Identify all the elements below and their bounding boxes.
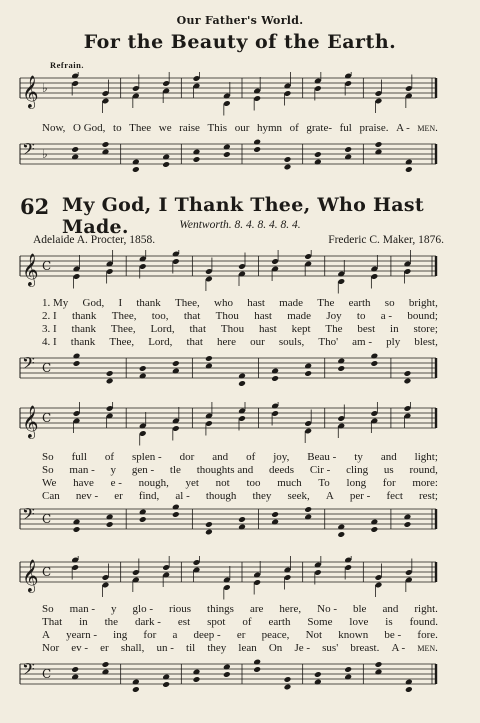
note-head-icon xyxy=(172,360,180,367)
lyric-syllable: er xyxy=(236,629,246,641)
lyric-syllable: blest, xyxy=(414,336,438,348)
lyric-syllable: in xyxy=(390,323,399,335)
note-head-icon xyxy=(162,681,170,688)
lyric-syllable: made xyxy=(287,310,312,322)
note-head-icon xyxy=(253,666,261,673)
lyric-syllable: round, xyxy=(409,464,438,476)
lyric-line xyxy=(42,323,438,336)
treble-clef-icon: 𝄞 xyxy=(22,559,39,592)
lyric-syllable: per - xyxy=(349,490,371,502)
lyric-syllable: things xyxy=(207,603,234,615)
common-time-icon: C xyxy=(42,512,52,526)
lyric-syllable: thank xyxy=(71,323,96,335)
lyric-syllable: man - xyxy=(69,464,95,476)
lyric-syllable: hast xyxy=(258,323,277,335)
bass-clef-icon: 𝄢 xyxy=(22,659,35,683)
lyric-syllable: est xyxy=(177,616,191,628)
note-head-icon xyxy=(193,156,201,163)
lyric-syllable: so xyxy=(384,297,395,309)
lyric-syllable: seek, xyxy=(287,490,310,502)
lyric-syllable: right. xyxy=(414,603,438,615)
lyric-syllable: ing xyxy=(113,629,128,641)
note-head-icon xyxy=(106,378,114,385)
note-head-icon xyxy=(238,380,246,387)
note-head-icon xyxy=(106,521,114,528)
lyric-syllable: No - xyxy=(317,603,337,615)
lyric-line xyxy=(42,122,438,135)
lyric-line xyxy=(42,477,438,490)
lyric-syllable: breast. xyxy=(350,642,380,654)
lyric-syllable: deeds xyxy=(269,464,295,476)
lyric-syllable: O God, xyxy=(73,122,106,134)
lyric-syllable: Lord, xyxy=(148,336,173,348)
lyric-syllable: 2. I xyxy=(42,310,57,322)
lyric-syllable: til xyxy=(186,642,196,654)
lyric-syllable: be - xyxy=(384,629,402,641)
lyric-syllable: Nor xyxy=(42,642,60,654)
lyric-syllable: of xyxy=(289,122,299,134)
note-head-icon xyxy=(71,666,79,673)
lyric-line xyxy=(42,336,438,349)
system-1-bass-staff xyxy=(0,352,480,392)
lyric-syllable: hast xyxy=(254,310,272,322)
composer-credit: Frederic C. Maker, 1876. xyxy=(328,234,444,246)
lyric-syllable: Beau - xyxy=(307,451,337,463)
lyric-syllable: a - xyxy=(380,310,393,322)
note-head-icon xyxy=(404,378,412,385)
lyric-syllable: though xyxy=(205,490,237,502)
lyric-syllable: raise xyxy=(179,122,200,134)
bass-clef-icon: 𝄢 xyxy=(22,353,35,377)
lyric-syllable: for xyxy=(382,477,396,489)
note-head-icon xyxy=(344,146,352,153)
lyric-syllable: Some xyxy=(307,616,333,628)
note-head-icon xyxy=(139,516,147,523)
lyric-syllable: ble xyxy=(353,603,367,615)
treble-clef-icon: 𝄞 xyxy=(22,75,39,108)
lyric-syllable: On xyxy=(268,642,283,654)
treble-clef-icon: 𝄞 xyxy=(22,253,39,286)
lyric-syllable: Not xyxy=(305,629,323,641)
lyric-syllable: joy, xyxy=(273,451,290,463)
lyric-syllable: thank xyxy=(70,336,96,348)
note-head-icon xyxy=(73,360,81,367)
lyric-syllable: Thee, xyxy=(109,336,135,348)
lyric-syllable: So xyxy=(42,451,54,463)
lyric-syllable: we xyxy=(158,122,172,134)
refrain-treble-staff xyxy=(0,72,480,122)
lyric-syllable: fore. xyxy=(417,629,438,641)
lyric-line xyxy=(42,297,438,310)
lyric-syllable: praise. xyxy=(359,122,389,134)
refrain-hymn-title: For the Beauty of the Earth. xyxy=(83,31,397,53)
lyric-syllable: they xyxy=(207,642,227,654)
note-head-icon xyxy=(193,676,201,683)
lyric-syllable: er xyxy=(114,490,123,502)
hymn-title: My God, I Thank Thee, Who Hast Made. xyxy=(62,194,424,238)
lyric-syllable: long xyxy=(346,477,367,489)
lyric-syllable: earth xyxy=(268,616,291,628)
note-head-icon xyxy=(314,671,322,678)
lyric-line xyxy=(42,490,438,503)
note-head-icon xyxy=(284,156,292,163)
note-head-icon xyxy=(132,686,140,693)
lyric-line xyxy=(42,629,438,642)
lyric-line xyxy=(42,464,438,477)
lyric-syllable: bright, xyxy=(408,297,438,309)
note-head-icon xyxy=(404,521,412,528)
lyric-syllable: Thee, xyxy=(111,310,137,322)
treble-clef-icon: 𝄞 xyxy=(22,405,39,438)
lyric-syllable: shall, xyxy=(120,642,145,654)
lyric-syllable: y xyxy=(110,464,117,476)
lyric-syllable: found. xyxy=(409,616,438,628)
lyric-line xyxy=(42,642,438,655)
note-head-icon xyxy=(375,661,383,668)
note-head-icon xyxy=(162,161,170,168)
note-head-icon xyxy=(223,671,231,678)
common-time-icon: C xyxy=(42,411,52,425)
lyric-syllable: 1. My xyxy=(42,297,69,309)
lyric-syllable: Can xyxy=(42,490,60,502)
tune-meter: Wentworth. 8. 4. 8. 4. 8. 4. xyxy=(179,219,301,231)
lyric-syllable: is xyxy=(385,616,393,628)
lyric-syllable: here, xyxy=(279,603,302,615)
lyric-syllable: tle xyxy=(169,464,181,476)
common-time-icon: C xyxy=(42,667,52,681)
hymn-number: 62 xyxy=(20,194,50,219)
lyric-syllable: are xyxy=(249,603,264,615)
note-head-icon xyxy=(337,531,345,538)
system-2-lyrics xyxy=(42,451,438,503)
lyric-syllable: Lord, xyxy=(150,323,175,335)
lyric-syllable: known xyxy=(338,629,369,641)
lyric-syllable: bound; xyxy=(407,310,438,322)
note-head-icon xyxy=(370,526,378,533)
note-head-icon xyxy=(139,365,147,372)
note-head-icon xyxy=(253,146,261,153)
lyric-syllable: who xyxy=(214,297,233,309)
system-1-treble-staff xyxy=(0,250,480,296)
lyric-syllable: I xyxy=(118,297,123,309)
system-2-bass-staff xyxy=(0,503,480,545)
lyric-syllable: To xyxy=(318,477,330,489)
lyric-syllable: store; xyxy=(413,323,438,335)
note-head-icon xyxy=(284,164,292,171)
lyric-line xyxy=(42,616,438,629)
lyric-syllable: am - xyxy=(352,336,373,348)
lyric-syllable: and xyxy=(212,451,229,463)
lyric-syllable: have xyxy=(73,477,94,489)
lyric-line xyxy=(42,451,438,464)
lyric-syllable: y xyxy=(111,603,117,615)
note-head-icon xyxy=(337,365,345,372)
lyric-syllable: too xyxy=(246,477,261,489)
lyric-syllable: that xyxy=(186,336,203,348)
note-head-icon xyxy=(132,166,140,173)
lyric-syllable: al - xyxy=(175,490,190,502)
lyric-syllable: fect xyxy=(386,490,403,502)
lyric-syllable: us xyxy=(383,464,394,476)
lyric-syllable: grate- xyxy=(306,122,333,134)
lyric-syllable: to xyxy=(113,122,122,134)
lyric-syllable: Thee, xyxy=(175,297,200,309)
lyric-syllable: deep - xyxy=(193,629,221,641)
lyric-syllable: man - xyxy=(69,603,95,615)
system-1-lyrics xyxy=(42,297,438,349)
lyric-syllable: too, xyxy=(151,310,169,322)
note-head-icon xyxy=(375,141,383,148)
common-time-icon: C xyxy=(42,259,52,273)
lyric-line xyxy=(42,603,438,616)
system-3-treble-staff xyxy=(0,556,480,602)
common-time-icon: C xyxy=(42,565,52,579)
lyric-syllable: of xyxy=(246,451,256,463)
note-head-icon xyxy=(344,666,352,673)
note-head-icon xyxy=(71,146,79,153)
refrain-lyrics xyxy=(42,122,438,135)
lyric-syllable: men. xyxy=(417,122,438,134)
lyric-syllable: nough, xyxy=(138,477,169,489)
note-head-icon xyxy=(271,375,279,382)
note-head-icon xyxy=(314,151,322,158)
system-3-bass-staff xyxy=(0,658,480,700)
lyric-syllable: e - xyxy=(110,477,122,489)
system-2-treble-staff xyxy=(0,402,480,448)
lyric-syllable: yearn - xyxy=(66,629,97,641)
lyric-syllable: light; xyxy=(414,451,438,463)
lyric-syllable: of xyxy=(242,616,252,628)
lyric-syllable: A xyxy=(325,490,334,502)
lyric-syllable: Now, xyxy=(42,122,66,134)
key-flat-icon: ♭ xyxy=(42,81,48,95)
note-head-icon xyxy=(106,370,114,377)
note-head-icon xyxy=(73,526,81,533)
lyric-syllable: best xyxy=(357,323,376,335)
lyric-syllable: souls, xyxy=(278,336,305,348)
author-credit: Adelaide A. Procter, 1858. xyxy=(33,234,156,246)
lyric-syllable: ty xyxy=(354,451,363,463)
lyric-syllable: men. xyxy=(417,642,438,654)
note-head-icon xyxy=(284,676,292,683)
note-head-icon xyxy=(404,370,412,377)
lyric-syllable: hymn xyxy=(256,122,283,134)
lyric-syllable: the xyxy=(104,616,119,628)
lyric-syllable: Cir - xyxy=(309,464,331,476)
lyric-syllable: dark - xyxy=(135,616,161,628)
lyric-syllable: for xyxy=(143,629,157,641)
lyric-syllable: not xyxy=(215,477,230,489)
note-head-icon xyxy=(405,686,413,693)
lyric-syllable: rious xyxy=(169,603,192,615)
lyric-syllable: Thou xyxy=(220,323,245,335)
lyric-syllable: ful xyxy=(339,122,352,134)
bass-clef-icon: 𝄢 xyxy=(22,504,35,528)
note-head-icon xyxy=(205,529,213,536)
lyric-syllable: kept xyxy=(291,323,311,335)
lyric-syllable: rest; xyxy=(419,490,438,502)
bass-clef-icon: 𝄢 xyxy=(22,139,35,163)
lyric-syllable: A xyxy=(42,629,50,641)
note-head-icon xyxy=(370,360,378,367)
lyric-syllable: full xyxy=(71,451,87,463)
lyric-syllable: our xyxy=(250,336,265,348)
key-flat-icon: ♭ xyxy=(42,147,48,161)
note-head-icon xyxy=(238,516,246,523)
lyric-syllable: hast xyxy=(247,297,265,309)
lyric-syllable: A - xyxy=(396,122,410,134)
lyric-syllable: our xyxy=(234,122,250,134)
section-heading: Our Father's World. xyxy=(176,14,304,27)
lyric-syllable: find, xyxy=(138,490,160,502)
lyric-syllable: spot xyxy=(207,616,226,628)
lyric-line xyxy=(42,310,438,323)
lyric-syllable: yet xyxy=(185,477,199,489)
lyric-syllable: God, xyxy=(82,297,105,309)
lyric-syllable: sus' xyxy=(322,642,339,654)
lyric-syllable: that xyxy=(183,310,201,322)
common-time-icon: C xyxy=(42,361,52,375)
note-head-icon xyxy=(102,141,110,148)
lyric-syllable: dor xyxy=(179,451,195,463)
note-head-icon xyxy=(102,661,110,668)
lyric-syllable: more: xyxy=(412,477,438,489)
lyric-syllable: peace, xyxy=(261,629,290,641)
lyric-syllable: to xyxy=(356,310,366,322)
lyric-syllable: cling xyxy=(346,464,369,476)
lyric-syllable: Joy xyxy=(326,310,342,322)
lyric-syllable: The xyxy=(325,323,343,335)
lyric-syllable: much xyxy=(277,477,302,489)
system-3-lyrics xyxy=(42,603,438,655)
lyric-syllable: 4. I xyxy=(42,336,57,348)
note-head-icon xyxy=(205,355,213,362)
refrain-bass-staff xyxy=(0,138,480,182)
lyric-syllable: that xyxy=(189,323,206,335)
lyric-syllable: This xyxy=(207,122,228,134)
lyric-syllable: The xyxy=(317,297,335,309)
lyric-syllable: love xyxy=(349,616,369,628)
lyric-syllable: 3. I xyxy=(42,323,57,335)
lyric-syllable: un - xyxy=(156,642,174,654)
note-head-icon xyxy=(284,684,292,691)
lyric-syllable: gen - xyxy=(131,464,155,476)
lyric-syllable: So xyxy=(42,603,54,615)
lyric-syllable: splen - xyxy=(131,451,162,463)
lyric-syllable: lean xyxy=(238,642,257,654)
note-head-icon xyxy=(304,370,312,377)
lyric-syllable: glo - xyxy=(132,603,154,615)
lyric-syllable: and xyxy=(382,603,399,615)
lyric-syllable: er xyxy=(100,642,109,654)
refrain-label: Refrain. xyxy=(50,60,84,70)
lyric-syllable: We xyxy=(42,477,57,489)
note-head-icon xyxy=(223,151,231,158)
note-head-icon xyxy=(205,521,213,528)
lyric-syllable: Thou xyxy=(215,310,239,322)
note-head-icon xyxy=(172,511,180,518)
note-head-icon xyxy=(405,166,413,173)
note-head-icon xyxy=(271,511,279,518)
lyric-syllable: earth xyxy=(348,297,371,309)
lyric-syllable: ply xyxy=(386,336,401,348)
lyric-syllable: nev - xyxy=(75,490,99,502)
lyric-syllable: So xyxy=(42,464,54,476)
lyric-syllable: and xyxy=(380,451,397,463)
lyric-syllable: Thee, xyxy=(110,323,136,335)
lyric-syllable: of xyxy=(104,451,115,463)
note-head-icon xyxy=(304,506,312,513)
lyric-syllable: Tho' xyxy=(318,336,339,348)
lyric-syllable: thank xyxy=(136,297,161,309)
lyric-syllable: made xyxy=(279,297,303,309)
lyric-syllable: That xyxy=(42,616,63,628)
lyric-syllable: here xyxy=(217,336,236,348)
lyric-syllable: Je - xyxy=(294,642,311,654)
lyric-syllable: they xyxy=(252,490,272,502)
lyric-syllable: ev - xyxy=(71,642,89,654)
lyric-syllable: A - xyxy=(391,642,406,654)
lyric-syllable: Thee xyxy=(129,122,152,134)
lyric-syllable: a xyxy=(172,629,178,641)
lyric-syllable: thoughts and xyxy=(196,464,254,476)
lyric-syllable: thank xyxy=(71,310,97,322)
lyric-syllable: in xyxy=(79,616,88,628)
